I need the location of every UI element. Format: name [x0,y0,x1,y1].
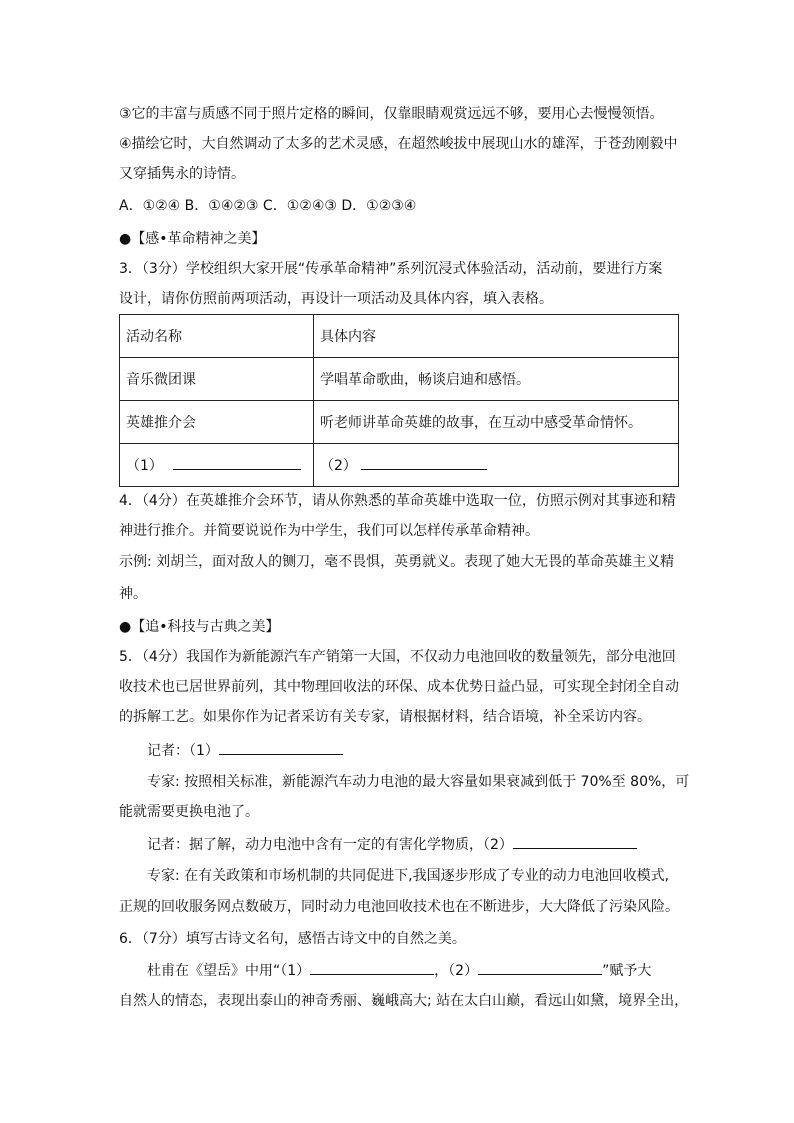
question-4-example: 示例: 刘胡兰，面对敌人的铡刀，毫不畏惧，英勇就义。表现了她大无畏的革命英雄主义精 [119,554,675,570]
table-blank-cell-1 [120,444,314,487]
blank-label-2: （2） [320,458,357,474]
option-item-3: ③它的丰富与质感不同于照片定格的瞬间，仅靠眼睛观赏远远不够，要用心去慢慢领悟。 [119,106,664,122]
answer-blank-5-1[interactable] [219,740,343,755]
table-row [120,401,679,444]
blank-label-1: （1） [126,458,163,474]
poem-prompt-pre: 杜甫在《望岳》中用“（1） [147,963,311,979]
answer-blank-5-2[interactable] [513,834,637,849]
section-heading-revolution: ●【感•革命精神之美】 [119,231,266,247]
table-header-row [120,315,679,358]
reporter-1-text: 记者：（1） [147,743,219,759]
table-blank-cell-2 [314,444,679,487]
question-5-line1: 5．（4分）我国作为新能源汽车产销第一大国，不仅动力电池回收的数量领先，部分电池回 [119,649,676,665]
question-5-line2: 收技术也已居世界前列，其中物理回收法的环保、成本优势日益凸显，可实现全封闭全自动 [119,679,679,695]
option-item-4-line1: ④描绘它时，大自然调动了太多的艺术灵感，在超然峻拔中展现山水的雄浑，于苍劲刚毅中 [119,136,678,152]
question-6-line3: 自然人的情态，表现出泰山的神奇秀丽、巍峨高大; 站在太白山巅，看远山如黛，境界全出， [119,993,689,1009]
activity-table [119,314,679,487]
question-6-line1: 6．（7分）填写古诗文名句，感悟古诗文中的自然之美。 [119,931,466,947]
question-4-example-end: 神。 [119,586,147,602]
answer-blank-3-2[interactable] [361,455,487,470]
question-3-line2: 设计，请你仿照前两项活动，再设计一项活动及具体内容，填入表格。 [119,291,553,307]
table-header-cell: 活动名称 [120,315,314,358]
question-5-line3: 的拆解工艺。如果你作为记者采访有关专家，请根据材料，结合语境，补全采访内容。 [119,709,651,725]
section-heading-tech-classic: ●【追•科技与古典之美】 [119,619,280,635]
interview-expert-2-line2: 正规的回收服务网点数破万，同时动力电池回收技术也在不断进步，大大降低了污染风险。 [119,899,679,915]
interview-reporter-1 [147,740,343,761]
answer-choices: A．①②④ B．①④②③ C．①②④③ D．①②③④ [119,198,417,214]
table-row-blank [120,444,679,487]
question-4-line1: 4．（4分）在英雄推介会环节，请从你熟悉的革命英雄中选取一位，仿照示例对其事迹和精 [119,493,676,509]
question-4-line2: 神进行推介。并简要说说作为中学生，我们可以怎样传承革命精神。 [119,523,539,539]
table-cell: 音乐微团课 [120,358,314,401]
answer-blank-6-1[interactable] [310,960,434,975]
answer-blank-3-1[interactable] [173,455,301,470]
interview-expert-1-line1: 专家: 按照相关标准，新能源汽车动力电池的最大容量如果衰减到低于 70%至 80%，可 [147,774,690,790]
answer-blank-6-2[interactable] [478,960,602,975]
poem-prompt-post: ”赋予大 [602,963,652,979]
table-cell: 学唱革命歌曲，畅谈启迪和感悟。 [314,358,679,401]
interview-expert-1-line2: 能就需要更换电池了。 [119,804,259,820]
reporter-2-text: 记者：据了解，动力电池中含有一定的有害化学物质，（2） [147,837,513,853]
interview-reporter-2 [147,834,637,855]
question-6-line2 [147,960,651,981]
option-item-4-line2: 又穿插隽永的诗情。 [119,166,245,182]
interview-expert-2-line1: 专家: 在有关政策和市场机制的共同促进下,我国逐步形成了专业的动力电池回收模式, [147,868,670,884]
table-row [120,358,679,401]
poem-prompt-mid: ，（2） [434,963,479,979]
table-header-cell: 具体内容 [314,315,679,358]
question-3-line1: 3．（3分）学校组织大家开展“传承革命精神”系列沉浸式体验活动，活动前，要进行方案 [119,261,663,277]
table-cell: 英雄推介会 [120,401,314,444]
table-cell: 听老师讲革命英雄的故事，在互动中感受革命情怀。 [314,401,679,444]
